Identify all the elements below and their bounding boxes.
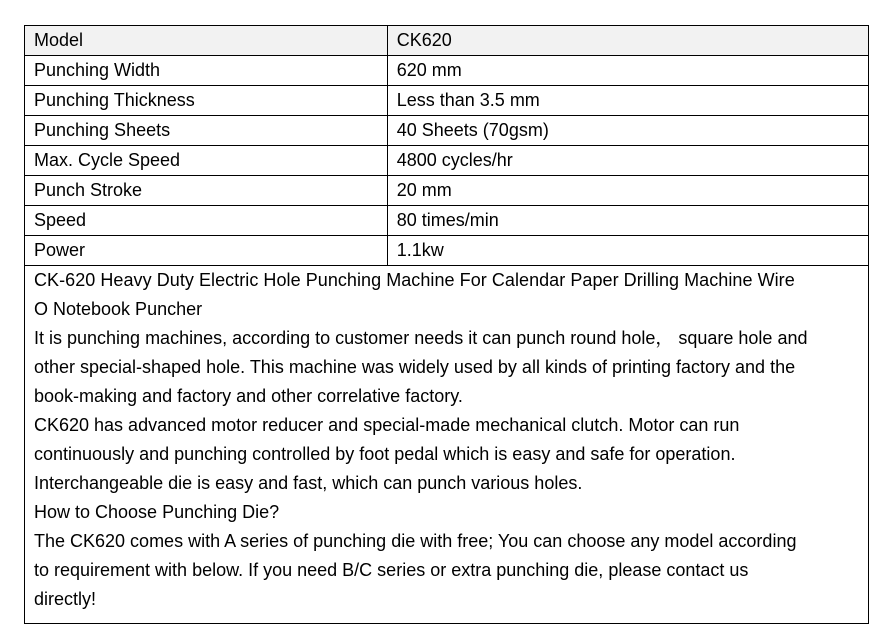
spec-row-power — [25, 236, 869, 266]
spec-value: 620 mm — [387, 56, 868, 86]
spec-value: 4800 cycles/hr — [387, 146, 868, 176]
description-row — [25, 266, 869, 624]
spec-table — [24, 25, 869, 624]
description-line: continuously and punching controlled by foot pedal which is easy and safe for operation. — [34, 444, 736, 464]
description-question-line: How to Choose Punching Die? — [34, 502, 280, 522]
description-title-line: CK-620 Heavy Duty Electric Hole Punching Machine For Calendar Paper Drilling Machine Wire — [34, 270, 795, 290]
spec-value: 80 times/min — [387, 206, 868, 236]
spec-row-punching-width — [25, 56, 869, 86]
description-line: It is punching machines, according to customer needs it can punch round hole， square hole and — [34, 328, 808, 348]
description-line: book-making and factory and other correlative factory. — [34, 386, 463, 406]
spec-label: Max. Cycle Speed — [25, 146, 388, 176]
spec-label: Punch Stroke — [25, 176, 388, 206]
spec-label: Speed — [25, 206, 388, 236]
spec-label: Punching Sheets — [25, 116, 388, 146]
spec-row-punching-sheets — [25, 116, 869, 146]
description-title-line: O Notebook Puncher — [34, 299, 203, 319]
description-line: CK620 has advanced motor reducer and special-made mechanical clutch. Motor can run — [34, 415, 740, 435]
spec-label: Punching Width — [25, 56, 388, 86]
description-line: to requirement with below. If you need B/C series or extra punching die, please contact us — [34, 560, 749, 580]
spec-value: CK620 — [387, 26, 868, 56]
description-line: other special-shaped hole. This machine was widely used by all kinds of printing factory and the — [34, 357, 796, 377]
spec-row-model — [25, 26, 869, 56]
description-cell — [25, 266, 869, 624]
spec-label: Model — [25, 26, 388, 56]
description-line: Interchangeable die is easy and fast, which can punch various holes. — [34, 473, 583, 493]
spec-label: Punching Thickness — [25, 86, 388, 116]
spec-value: 40 Sheets (70gsm) — [387, 116, 868, 146]
spec-row-punching-thickness — [25, 86, 869, 116]
spec-row-max-cycle-speed — [25, 146, 869, 176]
description-line: directly! — [34, 589, 97, 609]
spec-row-punch-stroke — [25, 176, 869, 206]
spec-label: Power — [25, 236, 388, 266]
description-line: The CK620 comes with A series of punching die with free; You can choose any model according — [34, 531, 797, 551]
spec-value: 20 mm — [387, 176, 868, 206]
spec-value: 1.1kw — [387, 236, 868, 266]
spec-row-speed — [25, 206, 869, 236]
spec-value: Less than 3.5 mm — [387, 86, 868, 116]
